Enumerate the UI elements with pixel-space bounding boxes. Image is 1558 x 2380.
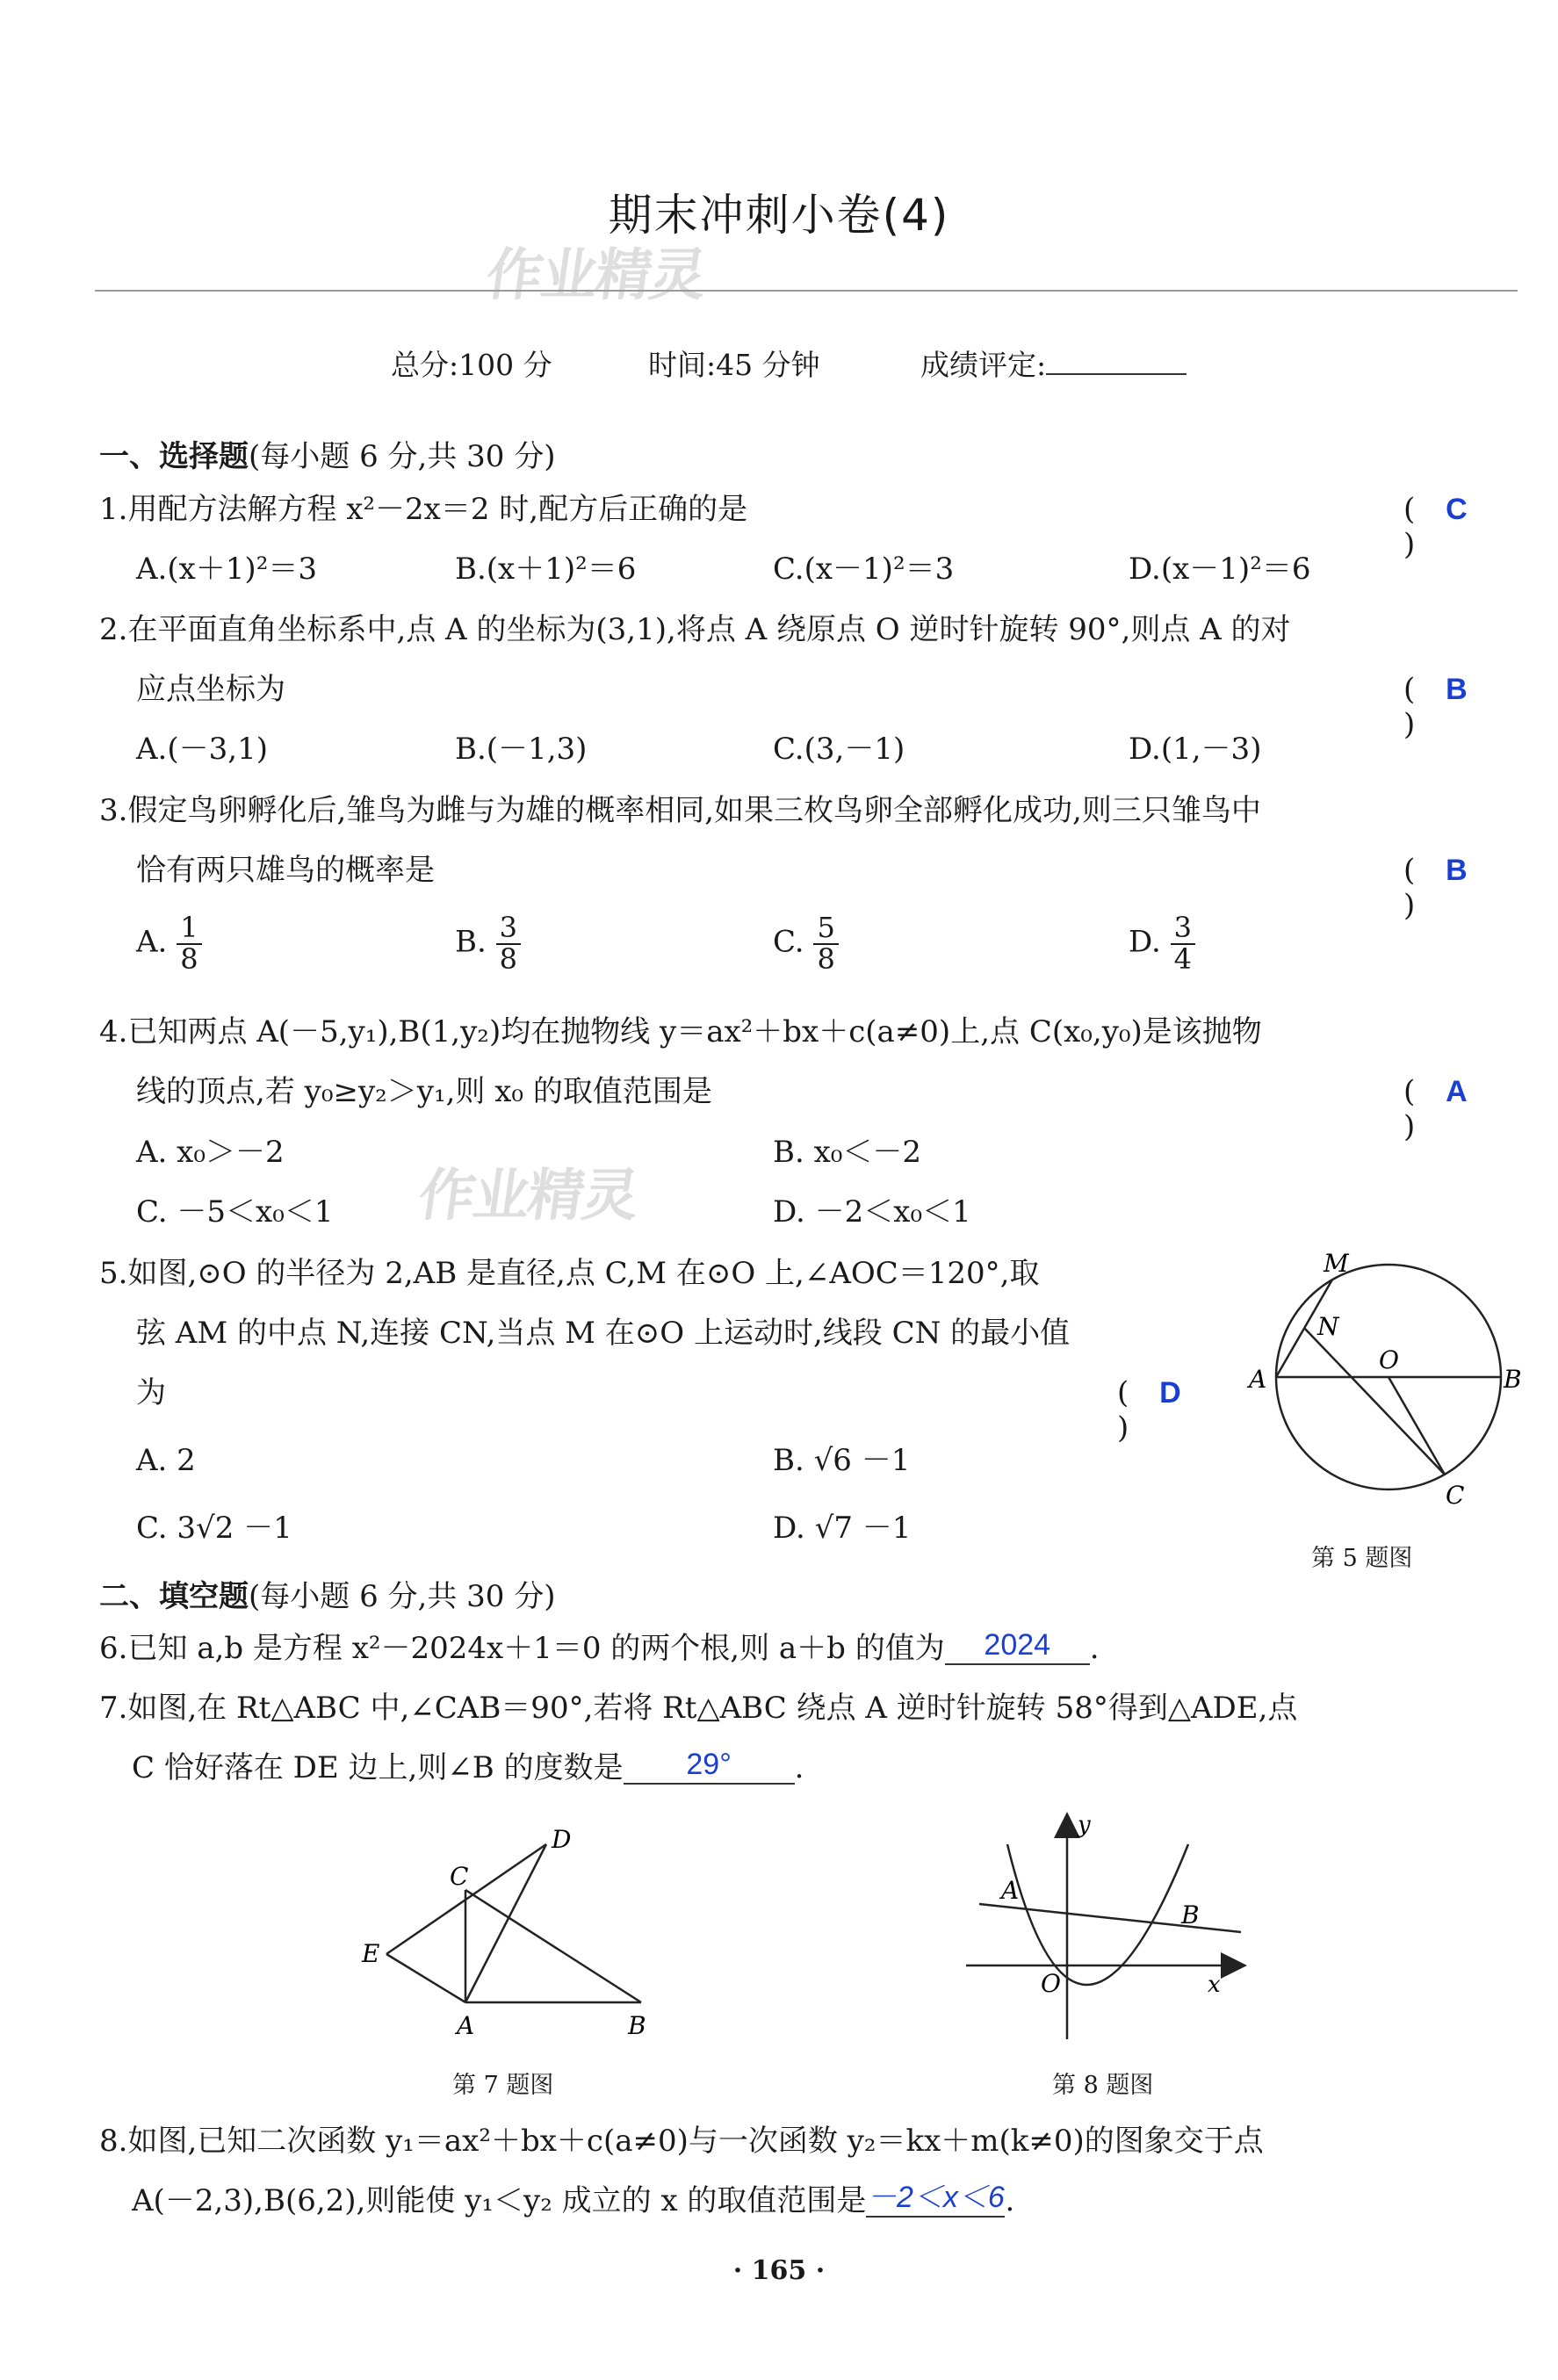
paren-open: ( [1117,1375,1129,1410]
option-letter: B. [455,924,487,960]
q1-option-d: D.(x－1)²＝6 [1129,552,1311,587]
paren-open: ( [1403,1074,1416,1109]
section1-title: 一、选择题 [99,439,249,474]
page-title: 期末冲刺小卷(4) [608,190,950,241]
q4-option-c: C. －5＜x₀＜1 [136,1194,334,1230]
q5-answer: D [1159,1376,1181,1410]
q2-answer-bracket [1403,672,1509,742]
watermark: 作业精灵 [481,243,710,308]
label-o: O [1041,1969,1061,1998]
q5-option-b: B. √6 －1 [773,1443,911,1478]
q2-option-c: C.(3,－1) [773,732,905,767]
meta-grade [920,343,1187,384]
label-b: B [1181,1900,1200,1929]
q6-answer: 2024 [984,1628,1051,1662]
q3-answer: B [1446,854,1468,887]
q1-answer-bracket [1403,492,1509,562]
q8-caption: 第 8 题图 [1052,2072,1154,2099]
segment-cn [1304,1328,1445,1475]
label-d: D [552,1825,572,1854]
q8-period: . [1005,2183,1015,2218]
fraction [1171,913,1195,974]
side-bc [465,1890,641,2002]
q5-figure [1238,1247,1528,1528]
fraction [813,913,838,974]
numerator: 3 [496,913,521,945]
q6-blank [945,1627,1090,1665]
title-divider [95,290,1518,292]
side-ad [465,1844,546,2002]
section2-note: (每小题 6 分,共 30 分) [249,1579,556,1614]
q7-stem-line1: 7.如图,在 Rt△ABC 中,∠CAB＝90°,若将 Rt△ABC 绕点 A 逆时针旋转 58°得到△ADE,点 [99,1691,1298,1726]
paren-close: ) [1403,707,1416,742]
q4-answer: A [1446,1075,1468,1108]
option-letter: D. [1129,924,1161,960]
label-c: C [450,1862,469,1891]
q4-stem-line2: 线的顶点,若 y₀≥y₂＞y₁,则 x₀ 的取值范围是 [136,1074,712,1109]
q5-stem-line3: 为 [136,1375,166,1410]
q7-figure [351,1818,685,2046]
paren-open: ( [1403,853,1416,888]
page-number: · 165 · [732,2255,826,2286]
q7-period: . [794,1750,804,1785]
q8-blank [866,2180,1005,2218]
label-b: B [628,2011,646,2040]
denominator: 8 [180,941,198,976]
section1-note: (每小题 6 分,共 30 分) [249,439,556,474]
label-o: O [1379,1345,1399,1374]
meta-total: 总分:100 分 [391,348,552,382]
q7-answer: 29° [686,1748,732,1781]
q5-caption: 第 5 题图 [1311,1545,1413,1572]
q2-option-b: B.(－1,3) [455,732,588,767]
q6-period: . [1089,1631,1100,1666]
option-letter: C. [773,924,804,960]
paren-close: ) [1403,527,1416,562]
numerator: 5 [813,913,838,945]
fraction [177,913,201,974]
label-a: A [457,2011,475,2040]
label-m: M [1324,1249,1349,1278]
denominator: 8 [499,941,517,976]
watermark: 作业精灵 [414,1164,642,1229]
q7-blank [624,1747,795,1785]
paren-close: ) [1403,888,1416,923]
q1-stem: 1.用配方法解方程 x²－2x＝2 时,配方后正确的是 [99,492,748,527]
paren-close: ) [1403,1109,1416,1144]
q5-option-a: A. 2 [136,1443,196,1478]
numerator: 3 [1171,913,1195,945]
q5-option-d: D. √7 －1 [773,1511,912,1546]
q1-option-a: A.(x＋1)²＝3 [136,552,317,587]
denominator: 8 [817,941,835,976]
meta-time: 时间:45 分钟 [648,348,820,382]
q4-answer-bracket [1403,1074,1509,1144]
label-n: N [1317,1312,1339,1341]
q6-row [99,1628,1100,1669]
q7-stem-line2: C 恰好落在 DE 边上,则∠B 的度数是 [132,1750,624,1785]
paren-open: ( [1403,492,1416,527]
denominator: 4 [1173,941,1193,976]
q5-option-c: C. 3√2 －1 [136,1511,292,1546]
q8-stem-line1: 8.如图,已知二次函数 y₁＝ax²＋bx＋c(a≠0)与一次函数 y₂＝kx＋m(k≠0)的图象交于点 [99,2124,1264,2159]
q4-option-d: D. －2＜x₀＜1 [773,1194,971,1230]
label-c: C [1446,1481,1465,1510]
q3-option-a [136,913,202,974]
side-ea [386,1954,465,2002]
section2-heading [99,1572,555,1615]
q2-answer: B [1446,673,1468,706]
q3-answer-bracket [1403,853,1509,923]
q7-row2 [132,1750,804,1788]
q3-stem-line2: 恰有两只雄鸟的概率是 [136,853,435,888]
q3-option-b [455,913,521,974]
q4-stem-line1: 4.已知两点 A(－5,y₁),B(1,y₂)均在抛物线 y＝ax²＋bx＋c(a≠0)上,点 C(x₀,y₀)是该抛物 [99,1014,1262,1049]
q8-stem-line2: A(－2,3),B(6,2),则能使 y₁＜y₂ 成立的 x 的取值范围是 [132,2183,867,2218]
q8-figure [962,1809,1260,2046]
fraction [496,913,521,974]
label-x: x [1208,1972,1221,1998]
q2-option-a: A.(－3,1) [136,732,268,767]
q6-stem: 6.已知 a,b 是方程 x²－2024x＋1＝0 的两个根,则 a＋b 的值为 [99,1631,945,1666]
q8-answer: －2＜x＜6 [867,2181,1005,2214]
q2-stem-line2: 应点坐标为 [136,672,285,707]
q1-option-c: C.(x－1)²＝3 [773,552,955,587]
q5-stem-line1: 5.如图,⊙O 的半径为 2,AB 是直径,点 C,M 在⊙O 上,∠AOC＝120°,取 [99,1256,1040,1291]
q5-answer-bracket [1117,1375,1223,1446]
label-a: A [1249,1365,1267,1394]
q3-option-d [1129,913,1195,974]
paren-close: ) [1117,1410,1129,1446]
q3-stem-line1: 3.假定鸟卵孵化后,雏鸟为雌与为雄的概率相同,如果三枚鸟卵全部孵化成功,则三只雏鸟中 [99,793,1261,828]
q2-stem-line1: 2.在平面直角坐标系中,点 A 的坐标为(3,1),将点 A 绕原点 O 逆时针旋转 90°,则点 A 的对 [99,612,1291,647]
numerator: 1 [177,913,201,945]
option-letter: A. [136,924,168,960]
q4-option-a: A. x₀＞－2 [136,1135,285,1170]
q1-answer: C [1446,493,1468,526]
parabola-y1 [1007,1844,1188,1985]
q3-option-c [773,913,839,974]
section1-heading [99,432,555,475]
label-e: E [362,1939,380,1968]
section2-title: 二、填空题 [99,1579,249,1614]
q8-row2 [132,2183,1014,2221]
label-b: B [1504,1365,1522,1394]
paren-open: ( [1403,672,1416,707]
q4-option-b: B. x₀＜－2 [773,1135,922,1170]
grade-blank [1046,347,1187,375]
q1-option-b: B.(x＋1)²＝6 [455,552,637,587]
q7-caption: 第 7 题图 [452,2072,554,2099]
line-y2 [979,1904,1241,1932]
meta-grade-label: 成绩评定: [920,348,1047,382]
q2-option-d: D.(1,－3) [1129,732,1262,767]
label-y: y [1078,1812,1091,1838]
q5-stem-line2: 弦 AM 的中点 N,连接 CN,当点 M 在⊙O 上运动时,线段 CN 的最小值 [136,1316,1071,1351]
label-a: A [1001,1876,1020,1905]
